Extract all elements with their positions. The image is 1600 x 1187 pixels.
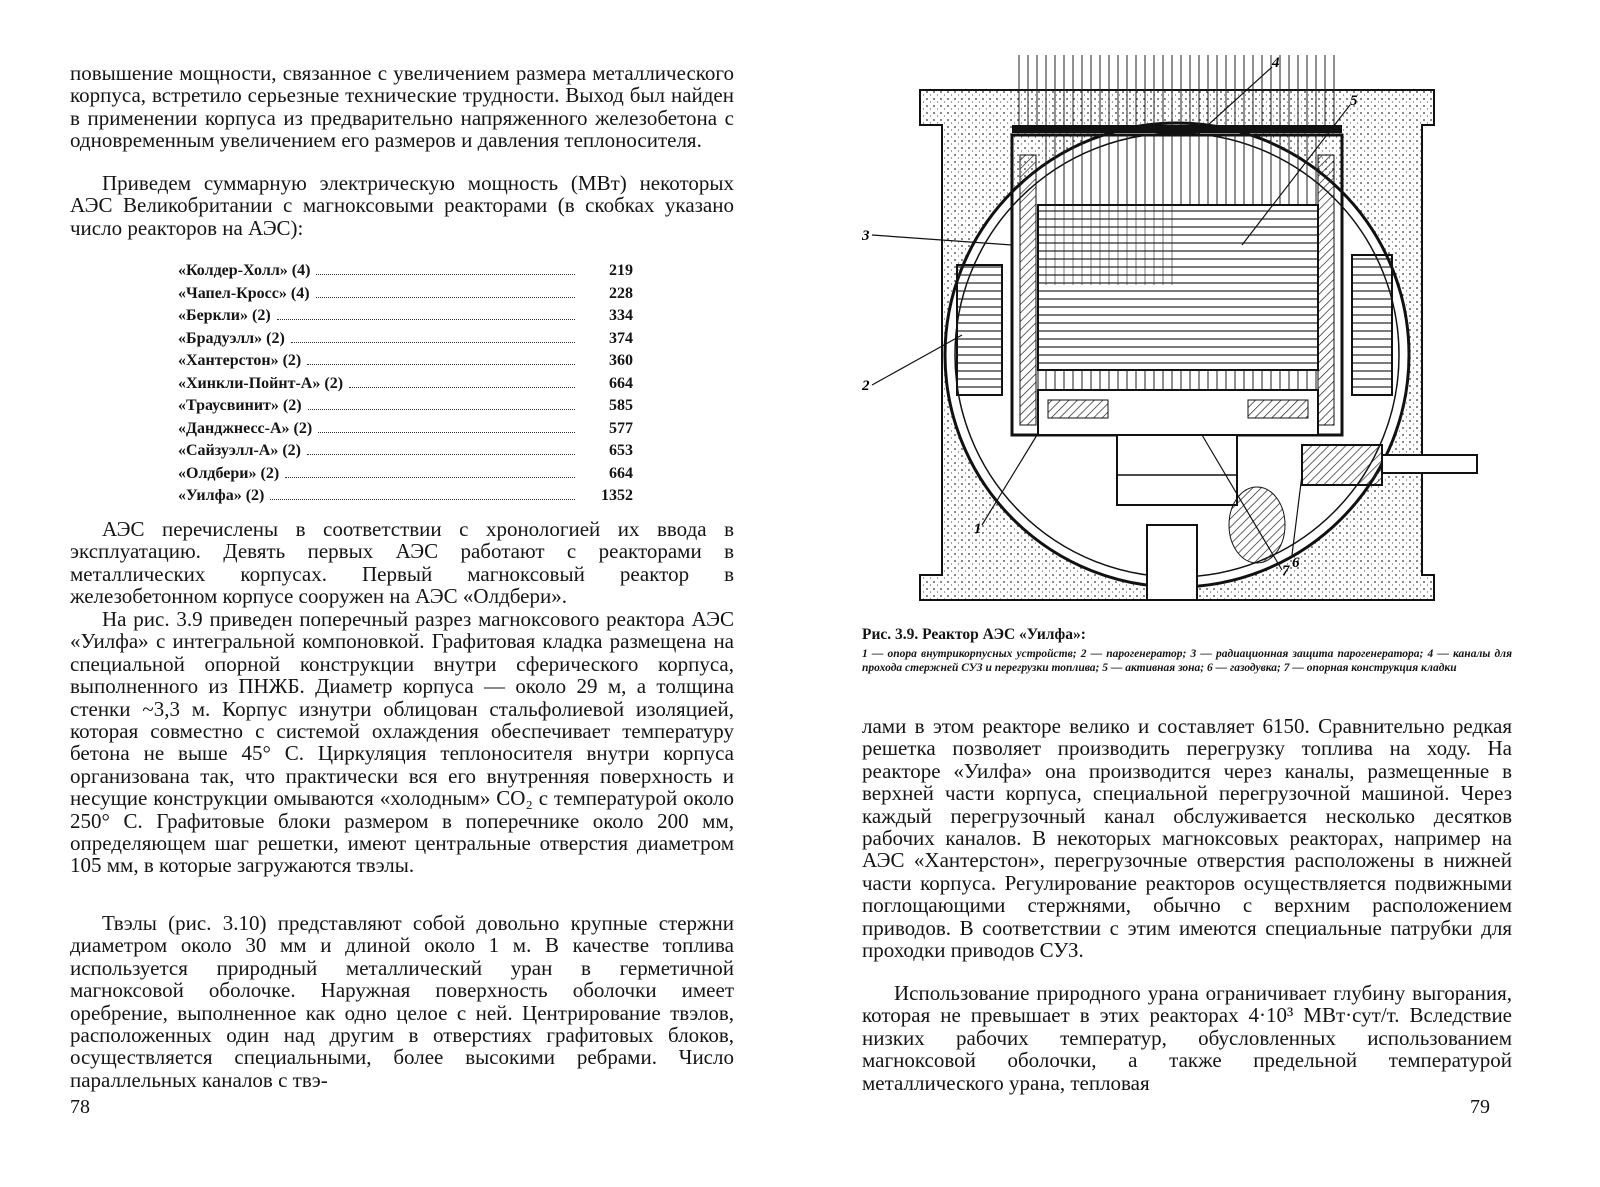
plant-name: «Беркли» (2) bbox=[178, 307, 271, 324]
plant-name: «Колдер-Холл» (4) bbox=[178, 262, 311, 279]
channels-paragraph: лами в этом реакторе велико и составляет 6150. Сравнительно редкая решетка позволяет производить перегрузку топлива на ходу. На реакторе «Уилфа» она производится через каналы, размещенные в верхней части корпуса, специальной перегрузочной машиной. Через каждый перегрузочный канал обслуживается несколько десятков рабочих каналов. В некоторых магноксовых реакторах, например на АЭС «Хантерстон», перегрузочные отверстия расположены в нижней части корпуса. Регулирование реакторов осуществляется подвижными поглощающими стержнями, обычно с верхним расположением приводов. В соответствии с этим имеются специальные патрубки для проходки приводов СУЗ. bbox=[862, 714, 1512, 963]
plant-power-list bbox=[178, 262, 633, 510]
leader-dots bbox=[318, 432, 575, 433]
figure-label-1: 1 bbox=[974, 521, 982, 537]
plant-power-value: 577 bbox=[609, 419, 633, 437]
reactor-cross-section-figure bbox=[862, 55, 1492, 615]
figure-label-4: 4 bbox=[1272, 55, 1280, 71]
plant-power-value: 585 bbox=[609, 397, 633, 414]
leader-dots bbox=[308, 409, 575, 410]
figure-label-5: 5 bbox=[1350, 93, 1358, 109]
figure-label-7: 7 bbox=[1282, 563, 1290, 579]
burnup-paragraph: Использование природного урана ограничивает глубину выгорания, которая не превышает в этих реакторах 4·10³ МВт·сут/т. Вследствие низких рабочих температур, обусловленных использованием магноксовой оболочки, а также предельной температурой металлического урана, тепловая bbox=[862, 981, 1512, 1095]
leader-dots bbox=[349, 387, 575, 388]
plant-power-value: 360 bbox=[609, 352, 633, 369]
plant-power-value: 334 bbox=[609, 307, 633, 324]
chronology-paragraph: АЭС перечислены в соответствии с хронологией их ввода в эксплуатацию. Девять первых АЭС работают с реакторами в металлических корпусах. Первый магноксовый реактор в железобетонном корпусе сооружен на АЭС «Олдбери». bbox=[70, 517, 734, 609]
figure-caption bbox=[862, 626, 1512, 675]
leader-dots bbox=[307, 364, 575, 365]
caption-text: 1 — опора внутрикорпусных устройств; 2 — парогенератор; 3 — радиационная защита парогенератора; 4 — каналы для прохода стержней СУЗ и перегрузки топлива; 5 — активная зона; 6 — газодувка; 7 — опорная конструкция кладки bbox=[862, 648, 1512, 674]
intro-paragraph: повышение мощности, связанное с увеличением размера металлического корпуса, встретило серьезные технические трудности. Выход был найден в применении корпуса из предварительно напряженного железобетона с одновременным увеличением его размеров и давления теплоносителя. bbox=[70, 61, 734, 153]
plant-row bbox=[178, 465, 633, 488]
leader-dots bbox=[316, 274, 575, 275]
plant-power-value: 374 bbox=[609, 329, 633, 347]
plant-row bbox=[178, 487, 633, 510]
plant-row bbox=[178, 442, 633, 465]
plant-name: «Траусвинит» (2) bbox=[178, 397, 302, 414]
plant-name: «Хинкли-Пойнт-А» (2) bbox=[178, 374, 344, 392]
plant-row bbox=[178, 375, 633, 398]
reactor-description-paragraph: На рис. 3.9 приведен поперечный разрез магноксового реактора АЭС «Уилфа» с интегральной компоновкой. Графитовая кладка размещена на специальной опорной конструкции внутри сферического корпуса, выполненного из ПНЖБ. Диаметр корпуса — около 29 м, а толщина стенки ~3,3 м. Корпус изнутри облицован стальфолиевой изоляцией, которая совместно с системой охлаждения обеспечивает температуру бетона не выше 45° С. Циркуляция теплоносителя внутри корпуса организована так, что практически вся его внутренняя поверхность и несущие конструкции омываются «холодным» СО₂ с температурой около 250° С. Графитовые блоки размером в поперечнике около 200 мм, определяющем шаг решетки, имеют центральные отверстия диаметром 105 мм, в которые загружаются твэлы. bbox=[70, 607, 734, 878]
leader-dots bbox=[291, 342, 575, 343]
plant-power-value: 219 bbox=[609, 262, 633, 279]
leader-dots bbox=[277, 319, 575, 320]
plant-power-value: 228 bbox=[609, 284, 633, 302]
plant-name: «Сайзуэлл-А» (2) bbox=[178, 442, 301, 459]
plant-power-value: 664 bbox=[609, 464, 633, 482]
plant-power-value: 653 bbox=[609, 442, 633, 459]
plant-row bbox=[178, 262, 633, 285]
plant-name: «Брадуэлл» (2) bbox=[178, 329, 285, 347]
plant-row bbox=[178, 330, 633, 353]
plant-row bbox=[178, 420, 633, 443]
plant-row bbox=[178, 307, 633, 330]
plant-row bbox=[178, 352, 633, 375]
leader-dots bbox=[307, 454, 575, 455]
plant-row bbox=[178, 397, 633, 420]
page-number-right: 79 bbox=[1470, 1096, 1490, 1118]
figure-label-2: 2 bbox=[862, 378, 870, 394]
plant-name: «Данджнесс-А» (2) bbox=[178, 419, 313, 437]
figure-label-6: 6 bbox=[1292, 555, 1300, 571]
leader-dots bbox=[316, 297, 575, 298]
page-number-left: 78 bbox=[70, 1096, 90, 1118]
leader-dots bbox=[270, 499, 575, 500]
plant-name: «Хантерстон» (2) bbox=[178, 352, 302, 369]
caption-title: Рис. 3.9. Реактор АЭС «Уилфа»: bbox=[862, 626, 1086, 643]
plant-name: «Чапел-Кросс» (4) bbox=[178, 284, 310, 302]
figure-label-3: 3 bbox=[862, 228, 870, 244]
plant-power-value: 1352 bbox=[601, 487, 633, 504]
plant-row bbox=[178, 285, 633, 308]
plant-power-value: 664 bbox=[609, 374, 633, 392]
fuel-elements-paragraph: Твэлы (рис. 3.10) представляют собой довольно крупные стержни диаметром около 30 мм и длиной около 1 м. В качестве топлива используется природный металлический уран в герметичной магноксовой оболочке. Наружная поверхность оболочки имеет оребрение, выполненное как одно целое с ней. Центрирование твэлов, расположенных один над другим в отверстиях графитовых блоков, осуществляется специальными, более высокими ребрами. Число параллельных каналов с твэ- bbox=[70, 911, 734, 1092]
plant-name: «Уилфа» (2) bbox=[178, 487, 265, 504]
leader-dots bbox=[285, 477, 575, 478]
list-intro-paragraph: Приведем суммарную электрическую мощность (МВт) некоторых АЭС Великобритании с магноксовыми реакторами (в скобках указано число реакторов на АЭС): bbox=[70, 171, 734, 240]
plant-name: «Олдбери» (2) bbox=[178, 464, 280, 482]
